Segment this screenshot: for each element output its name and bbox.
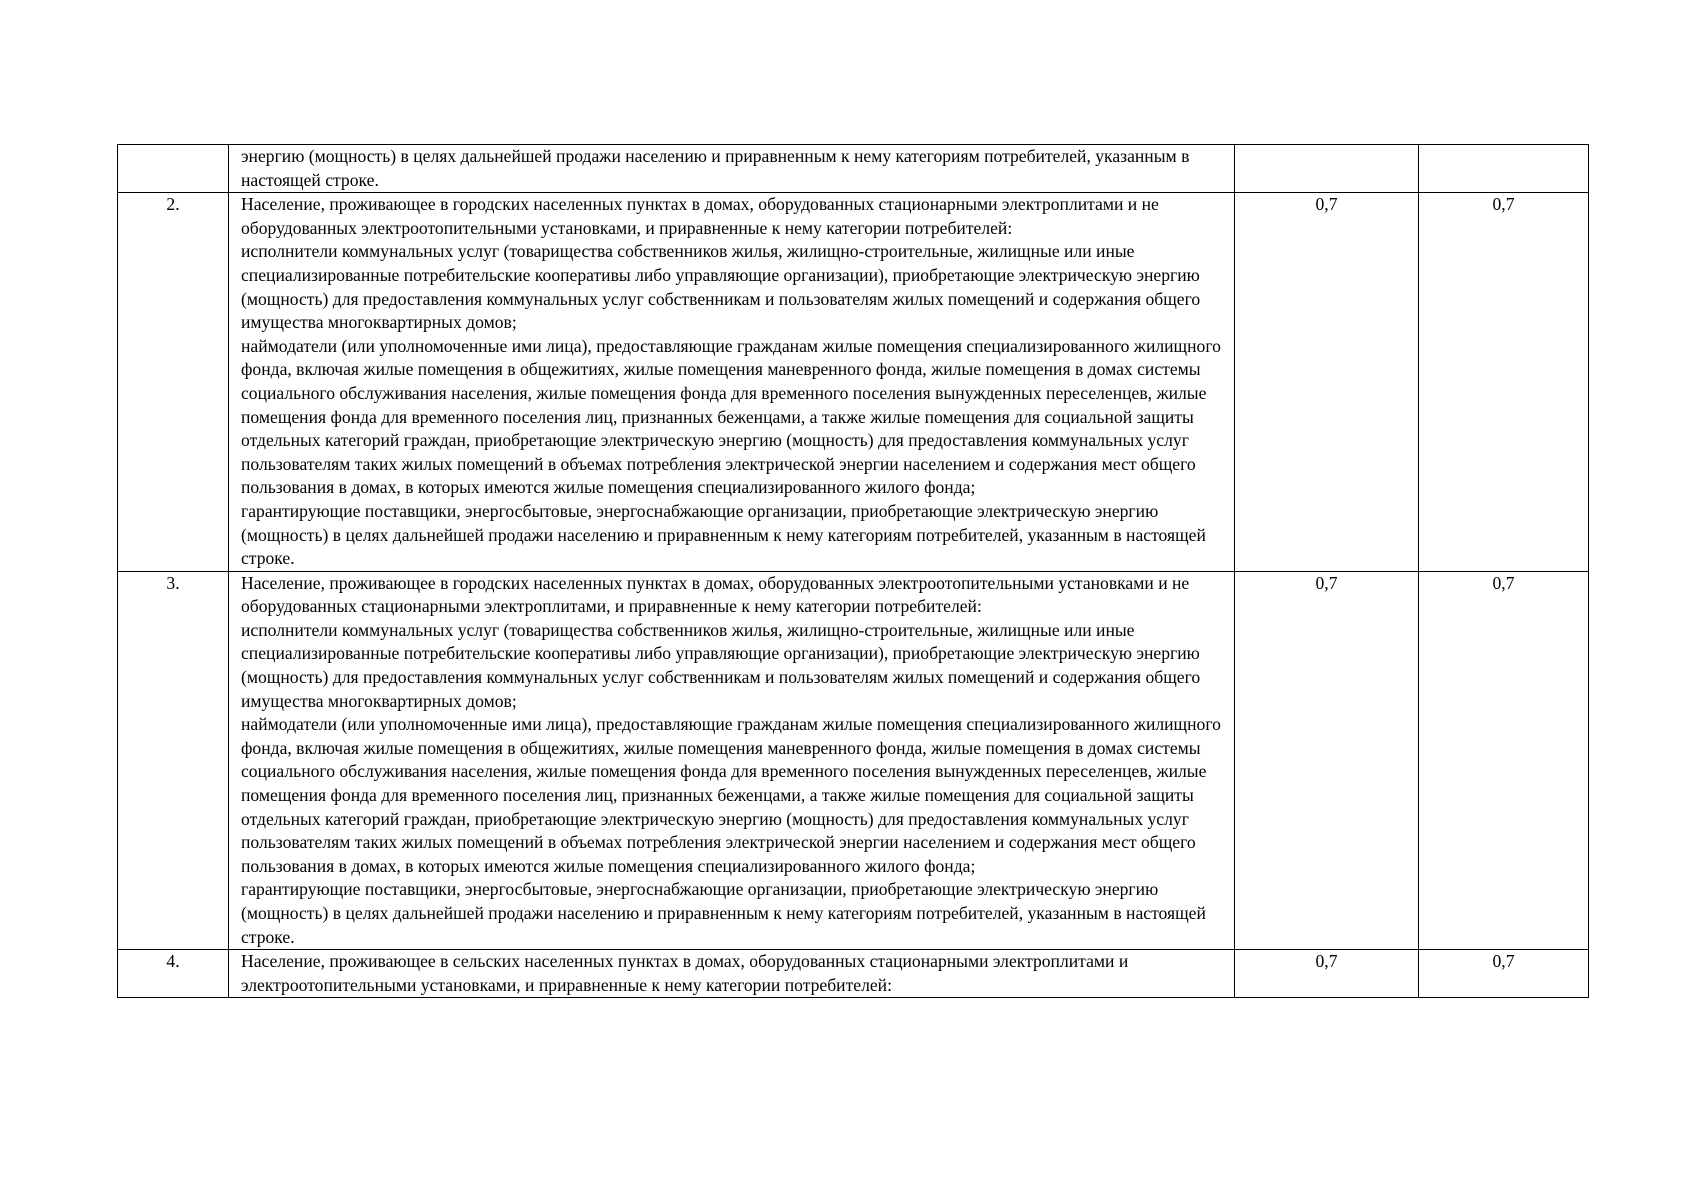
row-number: 4. xyxy=(118,950,229,998)
row-value-1: 0,7 xyxy=(1235,950,1419,998)
row-value-2: 0,7 xyxy=(1419,950,1589,998)
tariff-table xyxy=(117,144,1589,998)
row-paragraph: энергию (мощность) в целях дальнейшей продажи населению и приравненным к нему категориям потребителей, указанным в настоящей строке. xyxy=(241,146,1190,190)
row-paragraph: наймодатели (или уполномоченные ими лица), предоставляющие гражданам жилые помещения специализированного жилищного фонда, включая жилые помещения в общежитиях, жилые помещения маневренного фонда, жилые помещения в домах системы социального обслуживания населения, жилые помещения фонда для временного поселения вынужденных переселенцев, жилые помещения фонда для временного поселения лиц, признанных беженцами, а также жилые помещения для социальной защиты отдельных категорий граждан, приобретающие электрическую энергию (мощность) для предоставления коммунальных услуг пользователям таких жилых помещений в объемах потребления электрической энергии населением и содержания мест общего пользования в домах, в которых имеются жилые помещения специализированного жилого фонда; xyxy=(241,335,1221,498)
row-paragraph: Население, проживающее в городских населенных пунктах в домах, оборудованных стационарными электроплитами и не оборудованных электроотопительными установками, и приравненные к нему категории потребителей: xyxy=(241,194,1159,238)
row-value-2 xyxy=(1419,145,1589,193)
row-paragraph: гарантирующие поставщики, энергосбытовые, энергоснабжающие организации, приобретающие электрическую энергию (мощность) в целях дальнейшей продажи населению и приравненным к нему категориям потребителей, указанным в настоящей строке. xyxy=(241,500,1206,569)
row-value-1: 0,7 xyxy=(1235,193,1419,572)
row-description xyxy=(229,193,1235,572)
table-row xyxy=(118,193,1589,572)
table-row xyxy=(118,145,1589,193)
row-description xyxy=(229,571,1235,950)
row-number xyxy=(118,145,229,193)
row-paragraph: наймодатели (или уполномоченные ими лица), предоставляющие гражданам жилые помещения специализированного жилищного фонда, включая жилые помещения в общежитиях, жилые помещения маневренного фонда, жилые помещения в домах системы социального обслуживания населения, жилые помещения фонда для временного поселения вынужденных переселенцев, жилые помещения фонда для временного поселения лиц, признанных беженцами, а также жилые помещения для социальной защиты отдельных категорий граждан, приобретающие электрическую энергию (мощность) для предоставления коммунальных услуг пользователям таких жилых помещений в объемах потребления электрической энергии населением и содержания мест общего пользования в домах, в которых имеются жилые помещения специализированного жилого фонда; xyxy=(241,714,1221,876)
row-value-1: 0,7 xyxy=(1235,571,1419,950)
row-paragraph: Население, проживающее в городских населенных пунктах в домах, оборудованных электроотопительными установками и не оборудованных стационарными электроплитами, и приравненные к нему категории потребителей: xyxy=(241,572,1190,617)
row-description xyxy=(229,950,1235,998)
table-row xyxy=(118,571,1589,950)
table-row xyxy=(118,950,1589,998)
row-value-2: 0,7 xyxy=(1419,571,1589,950)
row-number: 2. xyxy=(118,193,229,572)
row-number: 3. xyxy=(118,571,229,950)
row-paragraph: гарантирующие поставщики, энергосбытовые, энергоснабжающие организации, приобретающие электрическую энергию (мощность) в целях дальнейшей продажи населению и приравненным к нему категориям потребителей, указанным в настоящей строке. xyxy=(241,879,1206,947)
row-paragraph: Население, проживающее в сельских населенных пунктах в домах, оборудованных стационарными электроплитами и электроотопительными установками, и приравненные к нему категории потребителей: xyxy=(241,951,1129,995)
row-description xyxy=(229,145,1235,193)
row-paragraph: исполнители коммунальных услуг (товарищества собственников жилья, жилищно-строительные, жилищные или иные специализированные потребительские кооперативы либо управляющие организации), приобретающие электрическую энергию (мощность) для предоставления коммунальных услуг собственникам и пользователям жилых помещений и содержания общего имущества многоквартирных домов; xyxy=(241,241,1201,333)
row-value-2: 0,7 xyxy=(1419,193,1589,572)
row-paragraph: исполнители коммунальных услуг (товарищества собственников жилья, жилищно-строительные, жилищные или иные специализированные потребительские кооперативы либо управляющие организации), приобретающие электрическую энергию (мощность) для предоставления коммунальных услуг собственникам и пользователям жилых помещений и содержания общего имущества многоквартирных домов; xyxy=(241,619,1201,711)
row-value-1 xyxy=(1235,145,1419,193)
